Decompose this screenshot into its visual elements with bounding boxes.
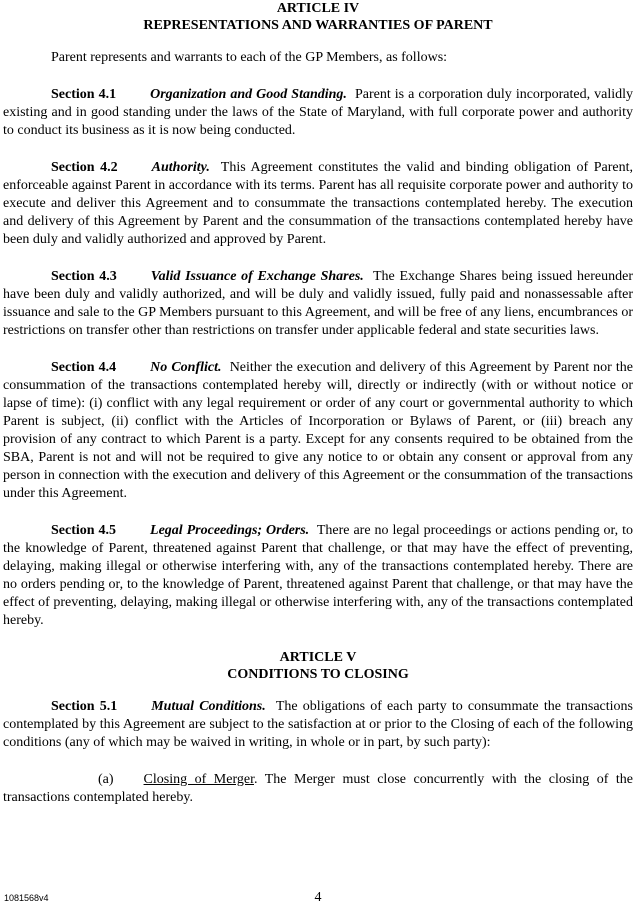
section-4-3: [3, 268, 633, 340]
section-title: Legal Proceedings; Orders.: [150, 523, 310, 538]
page-number: 4: [314, 890, 322, 905]
section-text: The Exchange Shares being issued hereunder have been duly and validly authorized, and will be duly and validly issued, fully paid and nonassessable after issuance and sale to the GP Members pursuant to this Agreement, and will be free of any liens, encumbrances or restrictions on transfer other than restrictions on transfer under applicable federal and state securities laws.: [3, 269, 633, 338]
sub-label: (a): [98, 772, 114, 787]
article-4-intro: Parent represents and warrants to each of the GP Members, as follows:: [51, 50, 448, 65]
section-4-1: [3, 86, 633, 140]
section-title: Mutual Conditions.: [151, 699, 266, 714]
document-id: 1081568v4: [4, 893, 49, 903]
section-4-2: [3, 159, 633, 249]
article-4-title: ARTICLE IV: [276, 1, 360, 16]
section-4-4: [3, 359, 633, 503]
section-title: Organization and Good Standing.: [150, 87, 347, 102]
section-number: Section 5.1: [51, 699, 118, 714]
section-number: Section 4.5: [51, 523, 117, 538]
article-5-subtitle: CONDITIONS TO CLOSING: [227, 667, 409, 682]
document-page: [3, 0, 633, 826]
sub-title: Closing of Merger: [143, 772, 254, 787]
section-title: No Conflict.: [150, 360, 222, 375]
section-text: The obligations of each party to consummate the transactions contemplated by this Agreement are subject to the satisfaction at or prior to the Closing of each of the following conditions (any of which may be waived in writing, in whole or in part, by such party):: [3, 699, 633, 750]
article-4-subtitle: REPRESENTATIONS AND WARRANTIES OF PARENT: [143, 18, 493, 33]
section-5-1: [3, 698, 633, 752]
section-text: Parent is a corporation duly incorporated, validly existing and in good standing under the laws of the State of Maryland, with full corporate power and authority to conduct its business as it is now being conducted.: [3, 87, 633, 138]
section-number: Section 4.3: [51, 269, 117, 284]
article-5-title: ARTICLE V: [279, 650, 357, 665]
article-4-heading: [3, 0, 633, 34]
section-5-1-a: [3, 771, 633, 807]
section-number: Section 4.4: [51, 360, 117, 375]
section-title: Valid Issuance of Exchange Shares.: [150, 269, 364, 284]
section-4-5: [3, 522, 633, 630]
section-number: Section 4.2: [51, 160, 118, 175]
section-text: This Agreement constitutes the valid and binding obligation of Parent, enforceable against Parent in accordance with its terms. Parent has all requisite corporate power and authority to execute and deliver this Agreement and to consummate the transactions contemplated hereby. The execution and delivery of this Agreement by Parent and the consummation of the transactions contemplated hereby have been duly and validly authorized and approved by Parent.: [3, 160, 634, 247]
sub-text: . The Merger must close concurrently with the closing of the transactions contemplated hereby.: [3, 772, 633, 805]
section-number: Section 4.1: [51, 87, 117, 102]
article-5-heading: [3, 649, 633, 683]
section-text: Neither the execution and delivery of this Agreement by Parent nor the consummation of the transactions contemplated hereby will, directly or indirectly (with or without notice or lapse of time): (i) conflict with any legal requirement or order of any court or governmental authority to which Parent is subject, (ii) conflict with the Articles of Incorporation or Bylaws of Parent, or (iii) breach any provision of any contract to which Parent is a party. Except for any consents required to be obtained from the SBA, Parent is not and will not be required to give any notice to or obtain any consent or approval from any person in connection with the execution and delivery of this Agreement or the consummation of the transactions under this Agreement.: [3, 360, 634, 501]
section-text: There are no legal proceedings or actions pending or, to the knowledge of Parent, threatened against Parent that challenge, or that may have the effect of preventing, delaying, making illegal or otherwise interfering with, any of the transactions contemplated hereby. There are no orders pending or, to the knowledge of Parent, threatened against Parent that challenge, or that may have the effect of preventing, delaying, making illegal or otherwise interfering with, any of the transactions contemplated hereby.: [3, 523, 633, 628]
section-title: Authority.: [151, 160, 210, 175]
